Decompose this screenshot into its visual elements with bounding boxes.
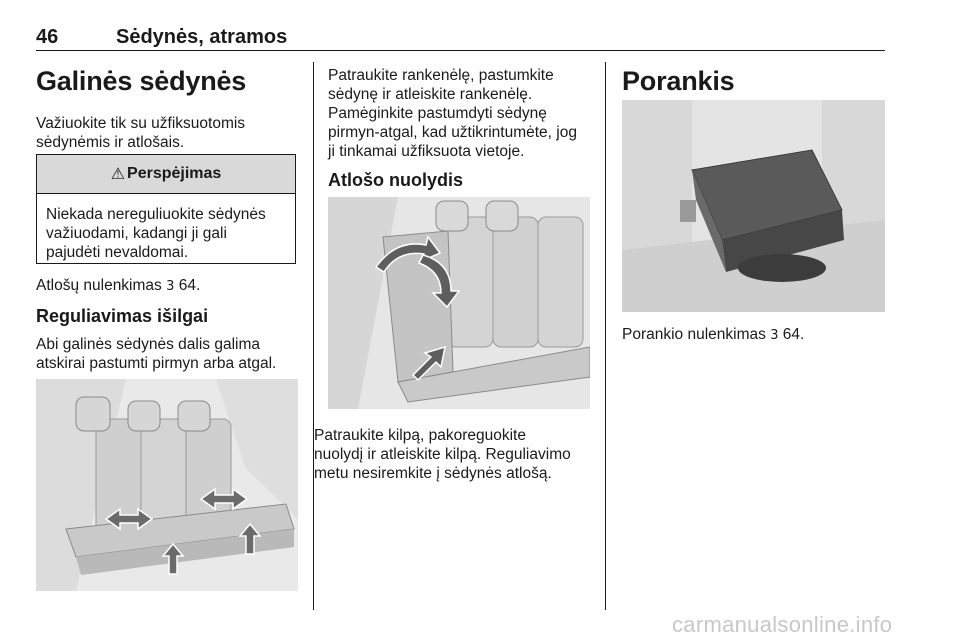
header-rule <box>36 50 885 51</box>
slide-instruction-line-5: ji tinkamai užfiksuota vietoje. <box>328 143 525 160</box>
watermark-text: carmanualsonline.info <box>672 612 893 637</box>
section-title: Sėdynės, atramos <box>116 26 288 48</box>
armrest-illustration <box>622 100 885 312</box>
slide-instruction-line-4: pirmyn-atgal, kad užtikrintumėte, jog <box>328 124 577 141</box>
warning-box <box>36 154 296 264</box>
page-number: 46 <box>36 26 59 48</box>
page-ref-arrow-icon: 3 <box>166 279 175 294</box>
warning-title: Perspėjimas <box>127 165 222 182</box>
slide-instruction-line-3: Pamėginkite pastumdyti sėdynę <box>328 105 547 122</box>
armrest-heading: Porankis <box>622 66 735 96</box>
rear-seat-slide-illustration <box>36 379 298 591</box>
slide-instruction-line-1: Patraukite rankenėlę, pastumkite <box>328 67 554 84</box>
slide-instruction-line-2: sėdynę ir atleiskite rankenėlę. <box>328 86 533 103</box>
recline-caption-line-3: metu nesiremkite į sėdynės atlošą. <box>314 465 552 482</box>
fold-ref-text: Atlošų nulenkimas <box>36 277 162 294</box>
warning-header <box>37 155 295 194</box>
backrest-angle-illustration <box>328 197 590 409</box>
warning-triangle-icon: ⚠ <box>110 166 126 183</box>
fold-backrest-reference <box>36 276 200 296</box>
warning-line-3: pajudėti nevaldomai. <box>46 244 189 261</box>
armrest-ref-text: Porankio nulenkimas <box>622 326 766 343</box>
warning-text <box>46 205 291 262</box>
rear-seats-intro-line-2: sėdynėmis ir atlošais. <box>36 134 185 151</box>
longitudinal-adjustment-heading: Reguliavimas išilgai <box>36 306 209 326</box>
rear-seats-intro-line-1: Važiuokite tik su užfiksuotomis <box>36 115 246 132</box>
page-ref-arrow-icon: 3 <box>770 328 779 343</box>
column-divider-1 <box>313 62 314 610</box>
fold-armrest-reference <box>622 325 804 345</box>
warning-line-2: važiuodami, kadangi ji gali <box>46 225 227 242</box>
warning-line-1: Niekada nereguliuokite sėdynės <box>46 206 266 223</box>
longitudinal-body-line-1: Abi galinės sėdynės dalis galima <box>36 336 261 353</box>
fold-ref-page[interactable]: 64. <box>178 277 201 294</box>
recline-caption-line-2: nuolydį ir atleiskite kilpą. Reguliavimo <box>314 446 571 463</box>
armrest-ref-page[interactable]: 64. <box>782 326 805 343</box>
longitudinal-body-line-2: atskirai pastumti pirmyn arba atgal. <box>36 355 277 372</box>
column-divider-2 <box>605 62 606 610</box>
recline-caption-line-1: Patraukite kilpą, pakoreguokite <box>314 427 526 444</box>
rear-seats-heading: Galinės sėdynės <box>36 66 247 96</box>
backrest-angle-heading: Atlošo nuolydis <box>328 170 463 190</box>
